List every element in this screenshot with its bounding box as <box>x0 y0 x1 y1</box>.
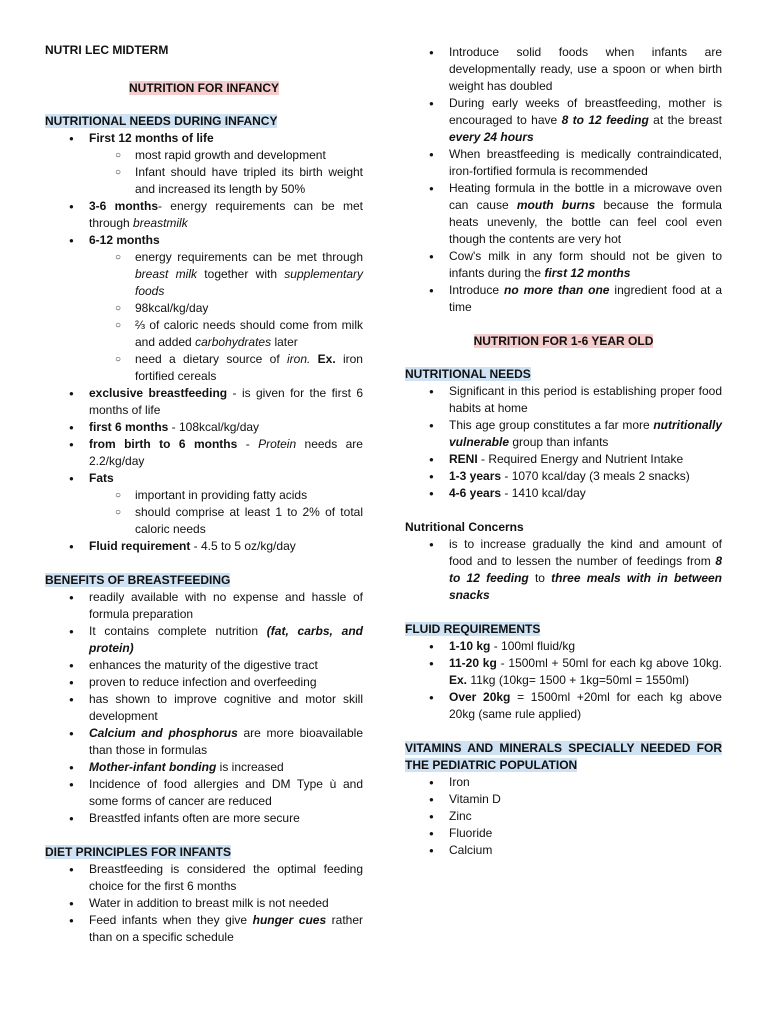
list-item: ● During early weeks of breastfeeding, mother is encouraged to have 8 to 12 feeding at the breast every 24 hours <box>405 95 722 146</box>
sub-list <box>45 487 363 538</box>
benefits-list <box>45 589 363 827</box>
right-column <box>405 44 722 859</box>
list-item: ● first 6 months - 108kcal/kg/day <box>45 419 363 436</box>
concerns-list <box>405 536 722 604</box>
heading-fluid: FLUID REQUIREMENTS <box>405 622 541 636</box>
list-item: ● has shown to improve cognitive and motor skill development <box>45 691 363 725</box>
list-item: ● 1-3 years - 1070 kcal/day (3 meals 2 snacks) <box>405 468 722 485</box>
diet-list-left <box>45 861 363 946</box>
section-title-infancy: NUTRITION FOR INFANCY <box>129 81 279 95</box>
list-item: ● Over 20kg = 1500ml +20ml for each kg above 20kg (same rule applied) <box>405 689 722 723</box>
list-item: ● Feed infants when they give hunger cues rather than on a specific schedule <box>45 912 363 946</box>
sub-list <box>45 249 363 385</box>
sub-item: ○ most rapid growth and development <box>89 147 363 164</box>
left-column <box>45 42 363 946</box>
sub-item: ○ need a dietary source of iron. Ex. iron fortified cereals <box>89 351 363 385</box>
needs-infancy-list <box>45 130 363 555</box>
list-item: ● Introduce solid foods when infants are developmentally ready, use a spoon or when birth weight has doubled <box>405 44 722 95</box>
list-item: ● Zinc <box>405 808 722 825</box>
heading-vitamins: VITAMINS AND MINERALS SPECIALLY NEEDED FOR THE PEDIATRIC POPULATION <box>405 741 722 772</box>
sub-item: ○ Infant should have tripled its birth weight and increased its length by 50% <box>89 164 363 198</box>
list-item: ● readily available with no expense and hassle of formula preparation <box>45 589 363 623</box>
sub-item: ○ should comprise at least 1 to 2% of total caloric needs <box>89 504 363 538</box>
list-item: ● Heating formula in the bottle in a microwave oven can cause mouth burns because the formula heats unevenly, the bottle can feel cool even though the contents are very hot <box>405 180 722 248</box>
list-item: ● When breastfeeding is medically contraindicated, iron-fortified formula is recommended <box>405 146 722 180</box>
sub-list <box>45 147 363 198</box>
heading-diet: DIET PRINCIPLES FOR INFANTS <box>45 845 232 859</box>
section-title-toddler: NUTRITION FOR 1-6 YEAR OLD <box>473 334 654 348</box>
list-item: ● Introduce no more than one ingredient food at a time <box>405 282 722 316</box>
list-item: ● Water in addition to breast milk is not needed <box>45 895 363 912</box>
document-title: NUTRI LEC MIDTERM <box>45 43 169 57</box>
list-item: ● proven to reduce infection and overfeeding <box>45 674 363 691</box>
heading-concerns: Nutritional Concerns <box>405 520 524 534</box>
list-item: ● Fluid requirement - 4.5 to 5 oz/kg/day <box>45 538 363 555</box>
list-item: ● Fluoride <box>405 825 722 842</box>
list-item: ● RENI - Required Energy and Nutrient Intake <box>405 451 722 468</box>
list-item: ● 4-6 years - 1410 kcal/day <box>405 485 722 502</box>
heading-benefits: BENEFITS OF BREASTFEEDING <box>45 573 231 587</box>
list-item: ● 1-10 kg - 100ml fluid/kg <box>405 638 722 655</box>
list-item: ● Calcium <box>405 842 722 859</box>
heading-needs-infancy: NUTRITIONAL NEEDS DURING INFANCY <box>45 114 278 128</box>
list-item: ● It contains complete nutrition (fat, carbs, and protein) <box>45 623 363 657</box>
list-item: ● Vitamin D <box>405 791 722 808</box>
list-item: ● Mother-infant bonding is increased <box>45 759 363 776</box>
sub-item: ○ ⅔ of caloric needs should come from milk and added carbohydrates later <box>89 317 363 351</box>
list-item: ● Significant in this period is establishing proper food habits at home <box>405 383 722 417</box>
list-item: ● This age group constitutes a far more nutritionally vulnerable group than infants <box>405 417 722 451</box>
list-item: ● Incidence of food allergies and DM Type ù and some forms of cancer are reduced <box>45 776 363 810</box>
list-item: ● Cow's milk in any form should not be given to infants during the first 12 months <box>405 248 722 282</box>
fluid-list <box>405 638 722 723</box>
list-item: ● from birth to 6 months - Protein needs are 2.2/kg/day <box>45 436 363 470</box>
vitamins-list <box>405 774 722 859</box>
list-item: ● 3-6 months- energy requirements can be met through breastmilk <box>45 198 363 232</box>
list-item: ● Breastfed infants often are more secure <box>45 810 363 827</box>
list-item: ● enhances the maturity of the digestive tract <box>45 657 363 674</box>
sub-item: ○ important in providing fatty acids <box>89 487 363 504</box>
needs-toddler-list <box>405 383 722 502</box>
list-item: ● Calcium and phosphorus are more bioavailable than those in formulas <box>45 725 363 759</box>
list-item: ● First 12 months of life ○ most rapid growth and development ○ Infant should have tripled its birth weight and increased its length by 50% <box>45 130 363 198</box>
list-item: ● Breastfeeding is considered the optimal feeding choice for the first 6 months <box>45 861 363 895</box>
sub-item: ○ 98kcal/kg/day <box>89 300 363 317</box>
list-item: ● 6-12 months ○ energy requirements can be met through breast milk together with supplementary foods ○ 98kcal/kg/day ○ ⅔ of caloric needs should come from milk and added carbohydrates later ○ need a dietary source of iron. Ex. iron fortified cereals <box>45 232 363 385</box>
diet-list-right <box>405 44 722 316</box>
heading-needs-toddler: NUTRITIONAL NEEDS <box>405 367 531 381</box>
list-item: ● Fats ○ important in providing fatty acids ○ should comprise at least 1 to 2% of total caloric needs <box>45 470 363 538</box>
sub-item: ○ energy requirements can be met through breast milk together with supplementary foods <box>89 249 363 300</box>
list-item: ● Iron <box>405 774 722 791</box>
list-item: ● is to increase gradually the kind and amount of food and to lessen the number of feedings from 8 to 12 feeding to three meals with in between snacks <box>405 536 722 604</box>
list-item: ● 11-20 kg - 1500ml + 50ml for each kg above 10kg. Ex. 11kg (10kg= 1500 + 1kg=50ml = 1550ml) <box>405 655 722 689</box>
list-item: ● exclusive breastfeeding - is given for the first 6 months of life <box>45 385 363 419</box>
